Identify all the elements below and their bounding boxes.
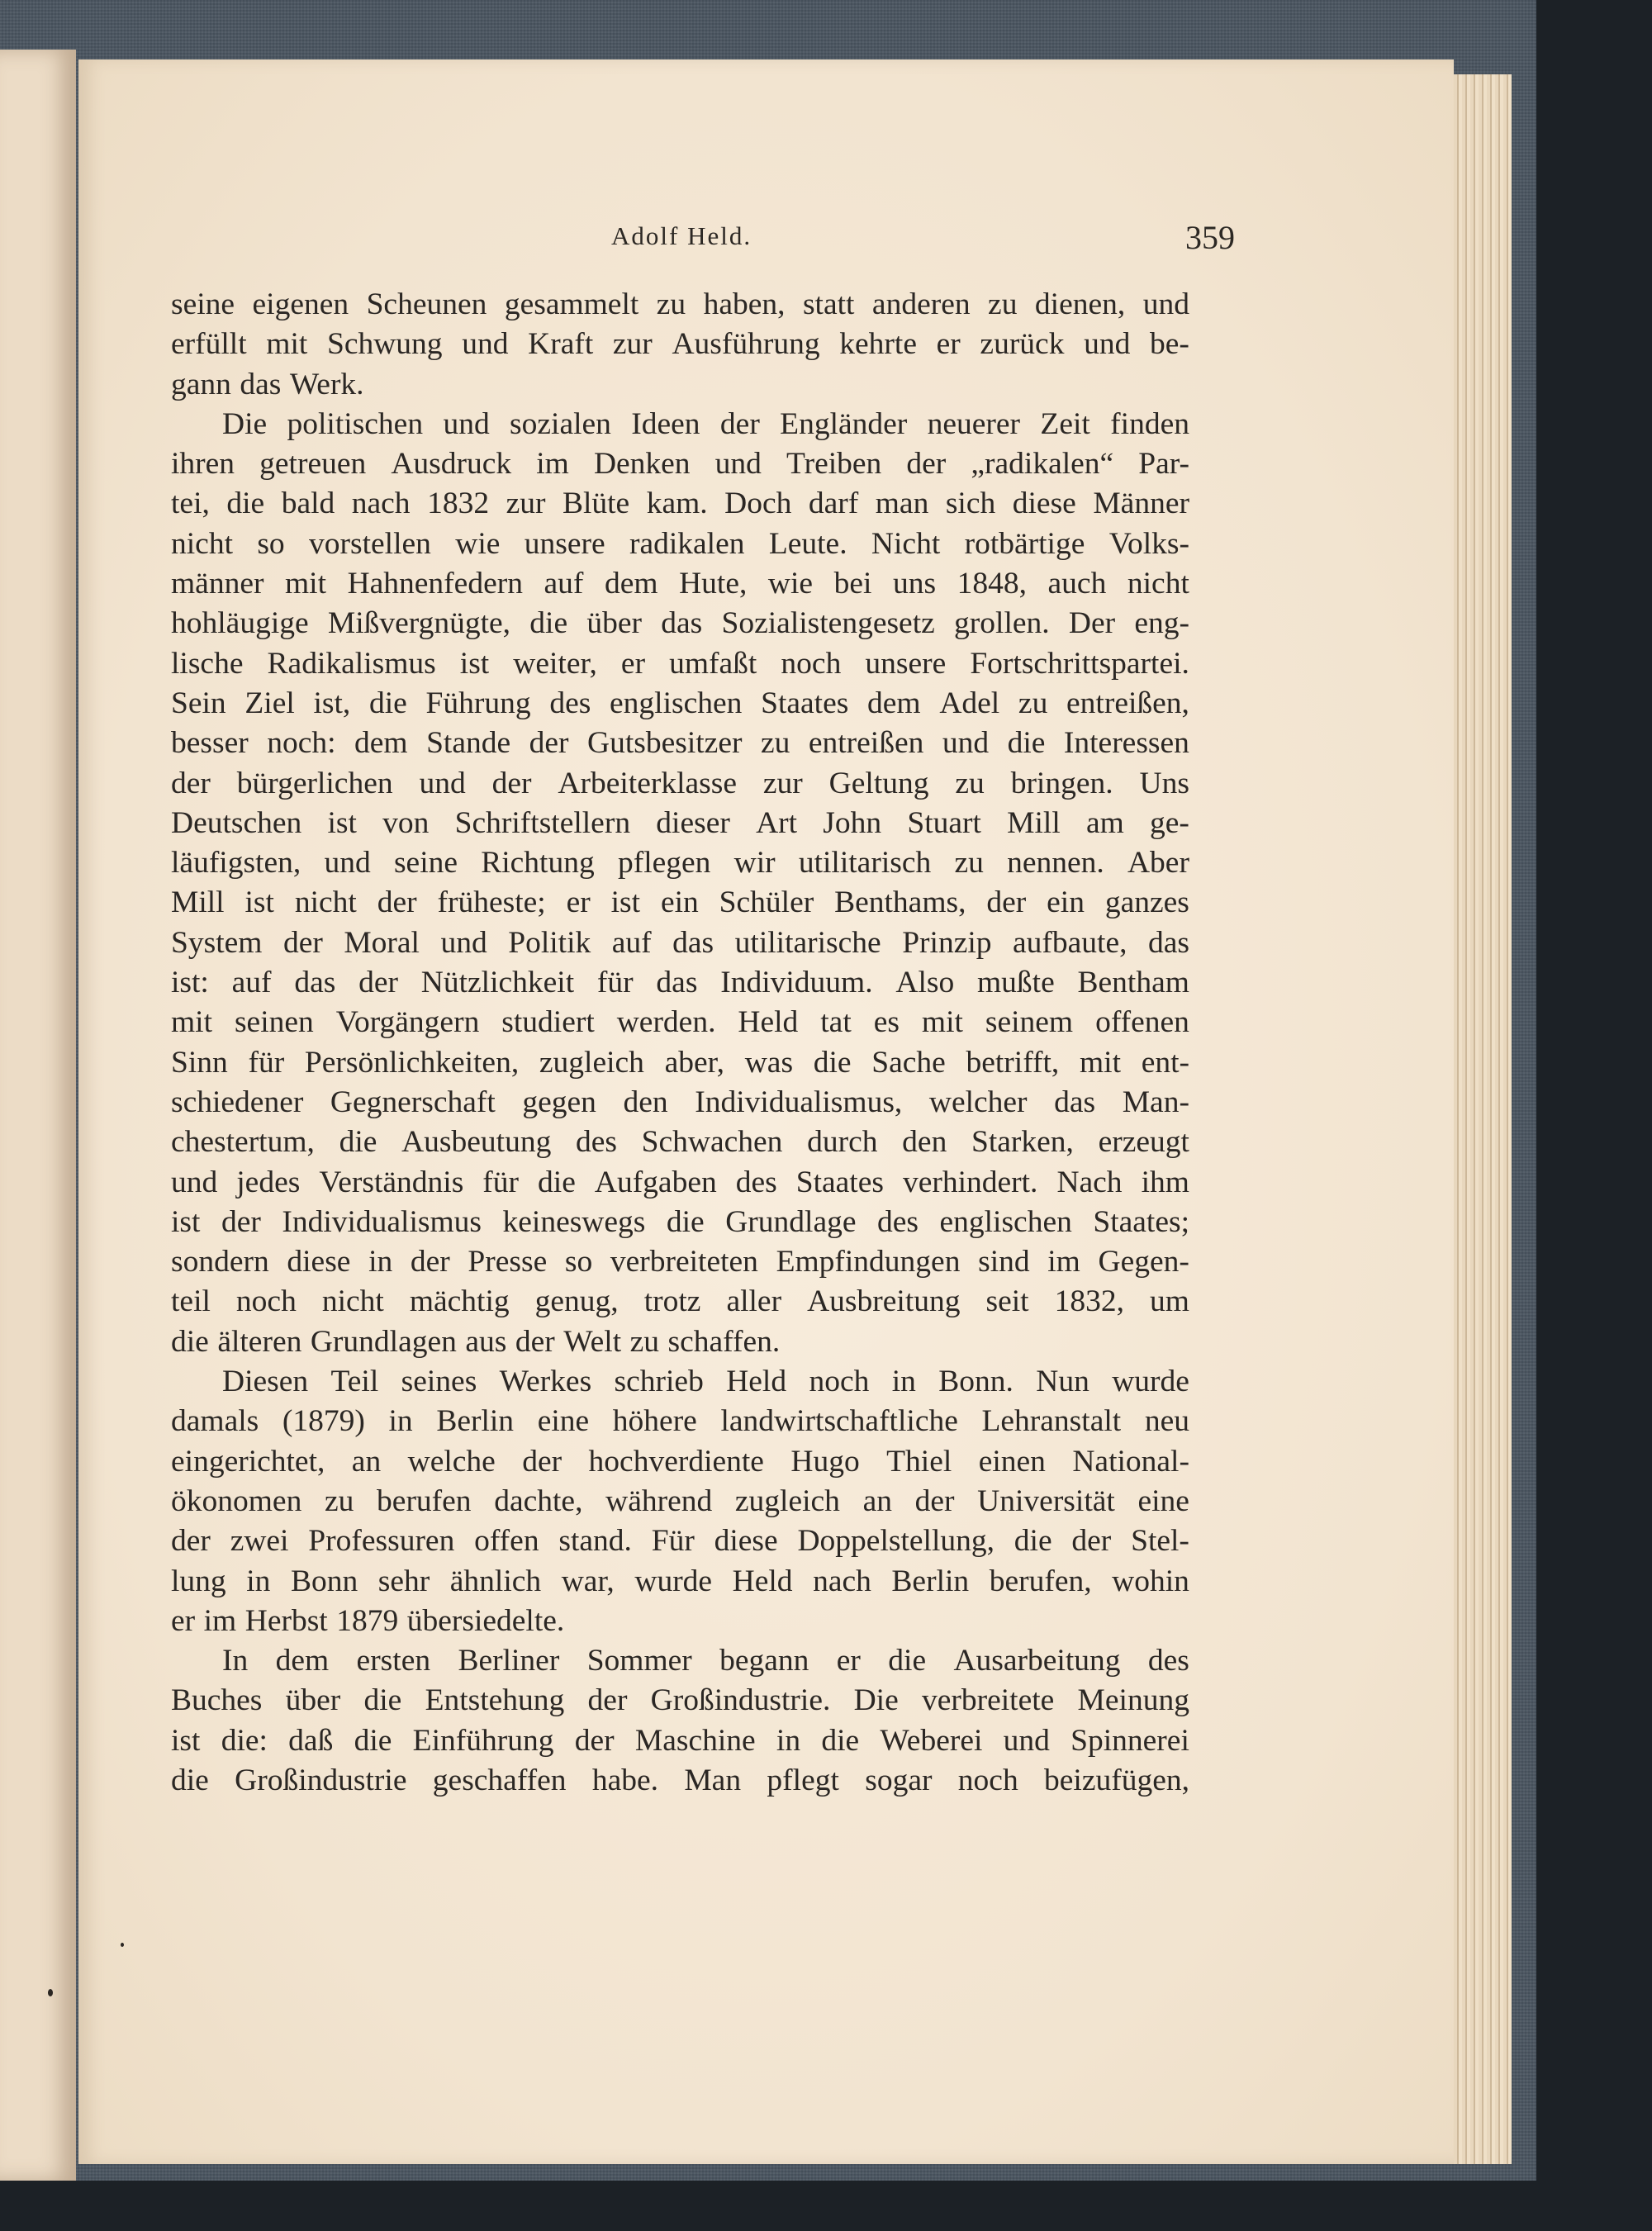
text-line: erfüllt mit Schwung und Kraft zur Ausführung kehrte er zurück und be- (171, 327, 1189, 362)
margin-speck (48, 1989, 53, 1996)
text-line: ist: auf das der Nützlichkeit für das Individuum. Also mußte Bentham (171, 966, 1189, 1000)
text-line: System der Moral und Politik auf das utilitarische Prinzip aufbaute, das (171, 925, 1189, 960)
text-line: mit seinen Vorgängern studiert werden. Held tat es mit seinem offenen (171, 1005, 1189, 1040)
text-line: ist der Individualismus keineswegs die Grundlage des englischen Staates; (171, 1204, 1189, 1239)
text-line: ökonomen zu berufen dachte, während zugleich an der Universität eine (171, 1483, 1189, 1518)
text-line: sondern diese in der Presse so verbreiteten Empfindungen sind im Gegen- (171, 1245, 1189, 1279)
text-line: eingerichtet, an welche der hochverdiente Hugo Thiel einen National- (171, 1444, 1189, 1479)
text-line: gann das Werk. (171, 367, 364, 401)
text-line: Mill ist nicht der früheste; er ist ein Schüler Benthams, der ein ganzes (171, 885, 1189, 920)
text-line: hohläugige Mißvergnügte, die über das Sozialistengesetz grollen. Der eng- (171, 606, 1189, 641)
text-line: der bürgerlichen und der Arbeiterklasse zur Geltung zu bringen. Uns (171, 766, 1189, 800)
text-line: teil noch nicht mächtig genug, trotz aller Ausbreitung seit 1832, um (171, 1284, 1189, 1319)
text-line: lische Radikalismus ist weiter, er umfaßt noch unsere Fortschrittspartei. (171, 646, 1189, 681)
body-text (171, 285, 1189, 1801)
text-line: Buches über die Entstehung der Großindustrie. Die verbreitete Meinung (171, 1683, 1189, 1718)
text-line: schiedener Gegnerschaft gegen den Individualismus, welcher das Man- (171, 1085, 1189, 1119)
text-line: lung in Bonn sehr ähnlich war, wurde Held nach Berlin berufen, wohin (171, 1564, 1189, 1598)
text-line: und jedes Verständnis für die Aufgaben des Staates verhindert. Nach ihm (171, 1165, 1189, 1199)
text-line: seine eigenen Scheunen gesammelt zu haben, statt anderen zu dienen, und (171, 287, 1189, 321)
text-line: nicht so vorstellen wie unsere radikalen Leute. Nicht rotbärtige Volks- (171, 526, 1189, 561)
text-line: In dem ersten Berliner Sommer begann er die Ausarbeitung des (222, 1644, 1189, 1678)
text-line: läufigsten, und seine Richtung pflegen wir utilitarisch zu nennen. Aber (171, 846, 1189, 881)
text-line: Die politischen und sozialen Ideen der Engländer neuerer Zeit finden (222, 406, 1189, 441)
text-line: Sinn für Persönlichkeiten, zugleich aber, was die Sache betrifft, mit ent- (171, 1045, 1189, 1080)
margin-speck (121, 1943, 124, 1947)
text-line: besser noch: dem Stande der Gutsbesitzer zu entreißen und die Interessen (171, 726, 1189, 761)
text-line: tei, die bald nach 1832 zur Blüte kam. Doch darf man sich diese Männer (171, 487, 1189, 521)
facing-page-edge (0, 50, 76, 2181)
page-number: 359 (1185, 219, 1235, 256)
running-title: Adolf Held. (611, 221, 752, 250)
text-line: Sein Ziel ist, die Führung des englischen Staates dem Adel zu entreißen, (171, 686, 1189, 720)
text-line: die Großindustrie geschaffen habe. Man pflegt sogar noch beizufügen, (171, 1763, 1189, 1797)
text-line: ihren getreuen Ausdruck im Denken und Treiben der „radikalen“ Par- (171, 447, 1189, 482)
text-line: Deutschen ist von Schriftstellern dieser Art John Stuart Mill am ge- (171, 805, 1189, 840)
running-head (0, 221, 1652, 271)
text-line: der zwei Professuren offen stand. Für diese Doppelstellung, die der Stel- (171, 1524, 1189, 1559)
text-line: er im Herbst 1879 übersiedelte. (171, 1603, 565, 1638)
text-line: ist die: daß die Einführung der Maschine in die Weberei und Spinnerei (171, 1723, 1189, 1758)
text-line: die älteren Grundlagen aus der Welt zu schaffen. (171, 1324, 781, 1359)
text-line: männer mit Hahnenfedern auf dem Hute, wie bei uns 1848, auch nicht (171, 567, 1189, 601)
text-line: chestertum, die Ausbeutung des Schwachen durch den Starken, erzeugt (171, 1125, 1189, 1160)
text-line: Diesen Teil seines Werkes schrieb Held noch in Bonn. Nun wurde (222, 1365, 1189, 1399)
text-line: damals (1879) in Berlin eine höhere landwirtschaftliche Lehranstalt neu (171, 1404, 1189, 1439)
